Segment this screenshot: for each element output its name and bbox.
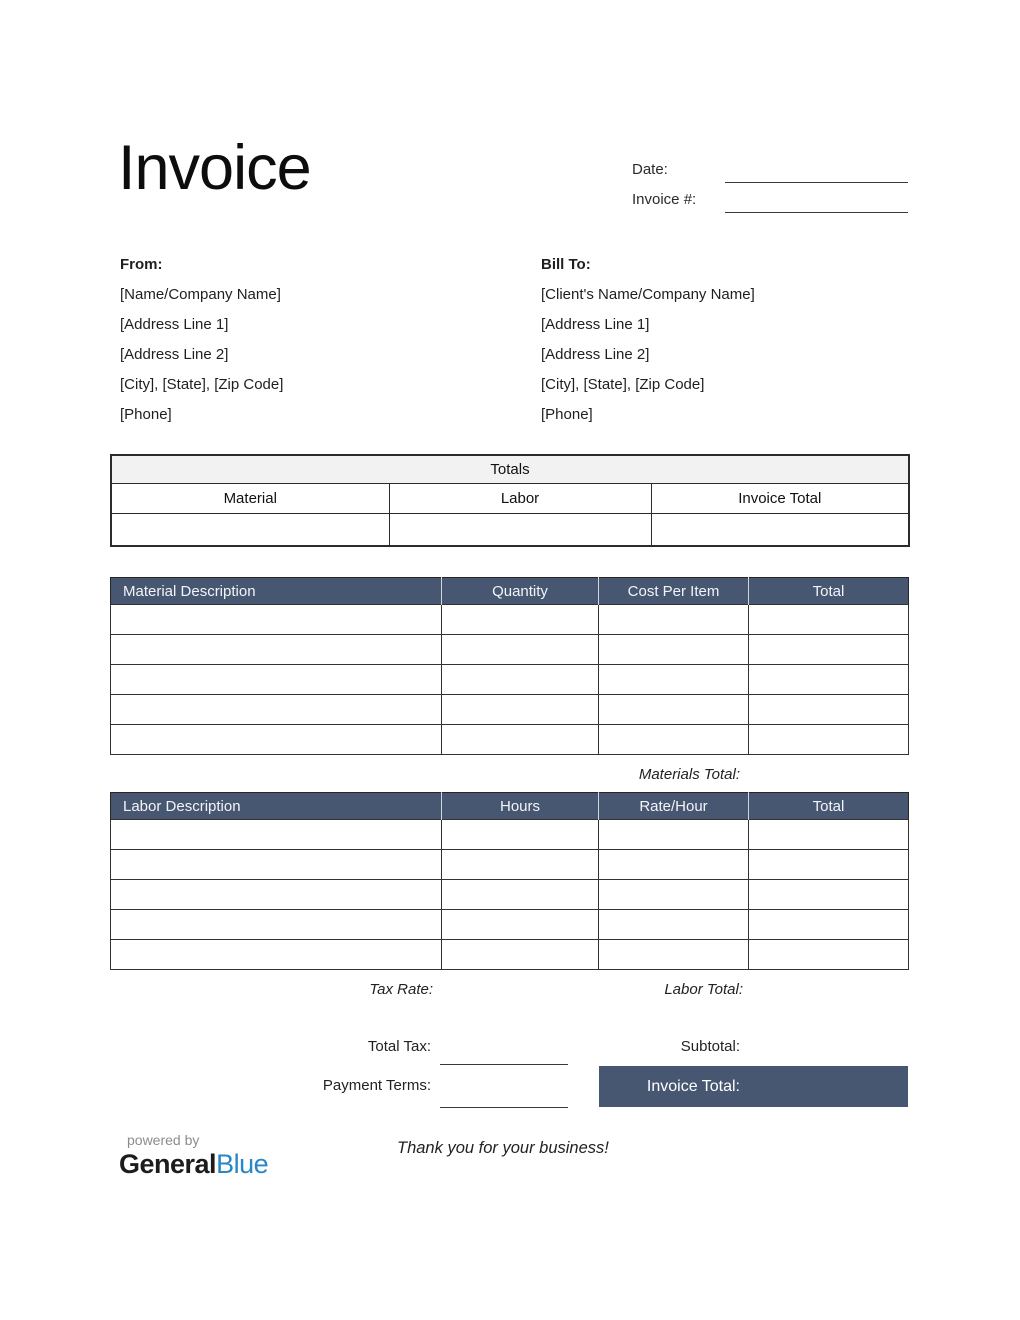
materials-cell[interactable] <box>111 605 442 635</box>
labor-cell[interactable] <box>442 880 599 910</box>
labor-cell[interactable] <box>111 910 442 940</box>
materials-header-cost-per-item: Cost Per Item <box>599 578 749 605</box>
bill-to-name: [Client's Name/Company Name] <box>541 286 755 303</box>
from-address-1: [Address Line 1] <box>120 316 229 333</box>
labor-cell[interactable] <box>749 820 909 850</box>
materials-cell[interactable] <box>749 605 909 635</box>
materials-cell[interactable] <box>442 605 599 635</box>
invoice-number-input-line[interactable] <box>725 198 908 213</box>
labor-row <box>111 880 909 910</box>
materials-row <box>111 695 909 725</box>
brand-general: General <box>119 1149 217 1179</box>
invoice-number-label: Invoice #: <box>632 191 697 208</box>
materials-cell[interactable] <box>599 695 749 725</box>
labor-cell[interactable] <box>111 880 442 910</box>
labor-cell[interactable] <box>442 850 599 880</box>
labor-cell[interactable] <box>599 940 749 970</box>
general-blue-logo[interactable] <box>119 1149 268 1180</box>
materials-cell[interactable] <box>599 605 749 635</box>
powered-by-text: powered by <box>127 1132 200 1148</box>
materials-row <box>111 605 909 635</box>
materials-header-description: Material Description <box>111 578 442 605</box>
invoice-total-bar <box>599 1066 908 1107</box>
materials-cell[interactable] <box>111 695 442 725</box>
materials-cell[interactable] <box>111 725 442 755</box>
materials-cell[interactable] <box>442 635 599 665</box>
materials-header-quantity: Quantity <box>442 578 599 605</box>
materials-header-total: Total <box>749 578 909 605</box>
from-name: [Name/Company Name] <box>120 286 281 303</box>
materials-cell[interactable] <box>749 635 909 665</box>
total-tax-input-line[interactable] <box>440 1050 568 1065</box>
date-label: Date: <box>632 161 668 178</box>
from-city-state-zip: [City], [State], [Zip Code] <box>120 376 284 393</box>
materials-cell[interactable] <box>749 695 909 725</box>
materials-row <box>111 725 909 755</box>
bill-to-city-state-zip: [City], [State], [Zip Code] <box>541 376 705 393</box>
labor-cell[interactable] <box>749 880 909 910</box>
labor-cell[interactable] <box>599 820 749 850</box>
totals-invoice-total-value[interactable] <box>651 513 909 546</box>
materials-cell[interactable] <box>749 665 909 695</box>
labor-cell[interactable] <box>442 910 599 940</box>
bill-to-label: Bill To: <box>541 256 591 273</box>
labor-row <box>111 910 909 940</box>
materials-cell[interactable] <box>111 665 442 695</box>
labor-header-hours: Hours <box>442 793 599 820</box>
labor-cell[interactable] <box>442 940 599 970</box>
labor-cell[interactable] <box>599 910 749 940</box>
labor-cell[interactable] <box>599 850 749 880</box>
bill-to-block <box>541 250 755 430</box>
bill-to-address-1: [Address Line 1] <box>541 316 650 333</box>
totals-col-labor: Labor <box>389 483 651 513</box>
labor-cell[interactable] <box>442 820 599 850</box>
totals-table-title: Totals <box>111 455 909 483</box>
materials-cell[interactable] <box>599 665 749 695</box>
materials-cell[interactable] <box>599 635 749 665</box>
labor-cell[interactable] <box>111 940 442 970</box>
labor-row <box>111 940 909 970</box>
totals-col-material: Material <box>111 483 389 513</box>
totals-labor-value[interactable] <box>389 513 651 546</box>
from-block <box>120 250 283 430</box>
bill-to-phone: [Phone] <box>541 406 593 423</box>
labor-cell[interactable] <box>111 850 442 880</box>
labor-total-label: Labor Total: <box>664 981 743 998</box>
materials-row <box>111 635 909 665</box>
materials-cell[interactable] <box>442 725 599 755</box>
materials-cell[interactable] <box>749 725 909 755</box>
materials-table <box>110 577 909 755</box>
tax-rate-label: Tax Rate: <box>369 981 433 998</box>
labor-header-description: Labor Description <box>111 793 442 820</box>
from-label: From: <box>120 256 163 273</box>
labor-header-rate-hour: Rate/Hour <box>599 793 749 820</box>
materials-cell[interactable] <box>442 695 599 725</box>
bill-to-address-2: [Address Line 2] <box>541 346 650 363</box>
payment-terms-label: Payment Terms: <box>322 1077 431 1094</box>
labor-cell[interactable] <box>111 820 442 850</box>
labor-row <box>111 850 909 880</box>
brand-blue: Blue <box>216 1149 269 1179</box>
totals-material-value[interactable] <box>111 513 389 546</box>
totals-table <box>110 454 910 547</box>
page-title: Invoice <box>118 133 311 203</box>
labor-cell[interactable] <box>749 850 909 880</box>
from-address-2: [Address Line 2] <box>120 346 229 363</box>
materials-cell[interactable] <box>599 725 749 755</box>
invoice-total-label: Invoice Total: <box>646 1077 740 1095</box>
labor-row <box>111 820 909 850</box>
materials-total-label: Materials Total: <box>638 766 740 783</box>
labor-header-total: Total <box>749 793 909 820</box>
from-phone: [Phone] <box>120 406 172 423</box>
labor-table <box>110 792 909 970</box>
payment-terms-input-line[interactable] <box>440 1093 568 1108</box>
labor-cell[interactable] <box>749 910 909 940</box>
materials-row <box>111 665 909 695</box>
total-tax-label: Total Tax: <box>367 1038 431 1055</box>
labor-cell[interactable] <box>599 880 749 910</box>
labor-cell[interactable] <box>749 940 909 970</box>
materials-cell[interactable] <box>442 665 599 695</box>
thank-you-message: Thank you for your business! <box>397 1139 609 1157</box>
subtotal-label: Subtotal: <box>680 1038 740 1055</box>
totals-col-invoice-total: Invoice Total <box>651 483 909 513</box>
date-input-line[interactable] <box>725 168 908 183</box>
materials-cell[interactable] <box>111 635 442 665</box>
